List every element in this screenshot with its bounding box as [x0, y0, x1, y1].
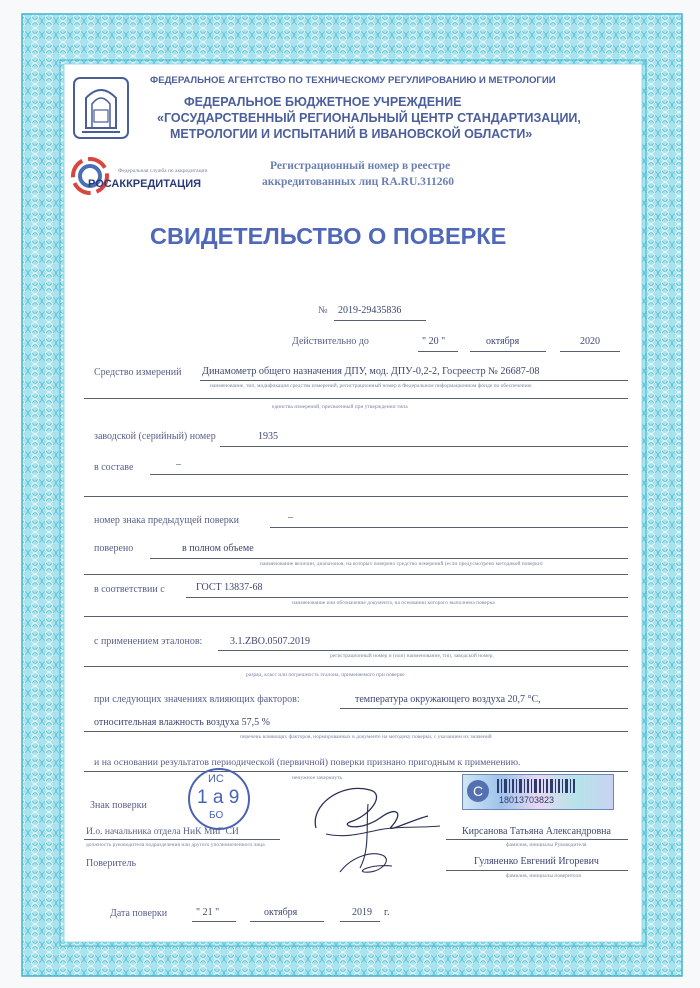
verified-value: в полном объеме — [182, 543, 254, 554]
verifier-label: Поверитель — [86, 858, 137, 869]
standards-label: с применением эталонов: — [94, 636, 203, 647]
verification-mark-label: Знак поверки — [90, 800, 147, 811]
org-line-3: МЕТРОЛОГИИ И ИСПЫТАНИЙ В ИВАНОВСКОЙ ОБЛАСТИ» — [170, 127, 533, 141]
accreditation-logo-text: РОСАККРЕДИТАЦИЯ — [88, 178, 202, 190]
factors-value: температура окружающего воздуха 20,7 °С, — [355, 694, 541, 705]
accreditation-small-text: Федеральная служба по аккредитации — [118, 168, 208, 174]
verifier-name: Гуляненко Евгений Игоревич — [474, 856, 599, 867]
head-name: Кирсанова Татьяна Александровна — [462, 826, 611, 837]
factors-label: при следующих значениях влияющих факторов: — [94, 694, 300, 705]
factors-note: перечень влияющих факторов, нормированных в документе на методику поверки, с указанием их значений — [240, 734, 492, 740]
stamp-bottom: БО — [209, 810, 224, 821]
accreditation-logo-icon — [70, 154, 110, 198]
serial-value: 1935 — [258, 431, 278, 442]
valid-day: " 20 " — [422, 336, 446, 347]
stamp-mid: 1 а 9 — [197, 787, 240, 808]
verifier-name-note: фамилия, инициалы поверителя — [506, 873, 581, 879]
certificate-title: СВИДЕТЕЛЬСТВО О ПОВЕРКЕ — [150, 223, 507, 249]
org-line-1: ФЕДЕРАЛЬНОЕ БЮДЖЕТНОЕ УЧРЕЖДЕНИЕ — [184, 95, 462, 109]
head-position-note: должность руководителя подразделения или другого уполномоченного лица — [86, 842, 265, 848]
accordance-note: наименование или обозначение документа, на основании которого выполнена поверка — [292, 600, 495, 606]
previous-mark-label: номер знака предыдущей поверки — [94, 515, 240, 526]
date-day: " 21 " — [196, 907, 220, 918]
verified-note: наименование величин, диапазонов, на которых поверено средство измерений (если предусмотрено методикой поверки) — [260, 561, 543, 567]
stamp-top: ИС — [208, 773, 224, 785]
instrument-note-2: единства измерений, присвоенный при утверждении типа — [272, 404, 408, 410]
composition-value: – — [176, 459, 181, 470]
valid-year: 2020 — [580, 336, 600, 347]
serial-label: заводской (серийный) номер — [94, 431, 216, 442]
instrument-value: Динамометр общего назначения ДПУ, мод. ДПУ-0,2-2, Госреестр № 26687-08 — [202, 366, 540, 377]
standards-note-2: разряд, класс или погрешность эталона, применяемого при поверке — [246, 672, 405, 678]
registry-line-1: Регистрационный номер в реестре — [270, 160, 451, 172]
conclusion-note: ненужное зачеркнуть — [292, 775, 343, 781]
date-label: Дата поверки — [110, 908, 168, 919]
number-label: № — [318, 305, 328, 316]
registry-line-2: аккредитованных лиц RA.RU.311260 — [262, 176, 454, 188]
date-year: 2019 — [352, 907, 372, 918]
previous-mark-value: – — [288, 512, 293, 523]
composition-label: в составе — [94, 462, 134, 473]
hologram-sticker — [462, 774, 614, 810]
head-name-note: фамилия, инициалы Руководителя — [506, 842, 587, 848]
center-emblem-icon — [72, 76, 130, 140]
org-line-2: «ГОСУДАРСТВЕННЫЙ РЕГИОНАЛЬНЫЙ ЦЕНТР СТАНДАРТИЗАЦИИ, — [157, 111, 581, 125]
date-month: октября — [264, 907, 298, 918]
standards-value: 3.1.ZBO.0507.2019 — [230, 636, 310, 647]
factors-value-2: относительная влажность воздуха 57,5 % — [94, 717, 270, 728]
head-position: И.о. начальника отдела НиК МиГ СИ — [86, 826, 239, 837]
date-suffix: г. — [384, 907, 390, 918]
conclusion-text: и на основании результатов периодической (первичной) поверки признано пригодным к применению. — [94, 757, 521, 768]
barcode-icon — [497, 779, 607, 793]
standards-note: регистрационный номер и (или) наименование, тип, заводской номер, — [330, 653, 494, 659]
hologram-logo-icon: С — [467, 780, 489, 802]
number-value: 2019-29435836 — [338, 305, 402, 316]
instrument-label: Средство измерений — [94, 367, 182, 378]
agency-title: ФЕДЕРАЛЬНОЕ АГЕНТСТВО ПО ТЕХНИЧЕСКОМУ РЕГУЛИРОВАНИЮ И МЕТРОЛОГИИ — [150, 75, 556, 86]
instrument-note: наименование, тип, модификация средства измерений, регистрационный номер в Федеральном информационном фонде по обеспечению — [210, 383, 532, 389]
accordance-value: ГОСТ 13837-68 — [196, 582, 263, 593]
valid-label: Действительно до — [292, 336, 369, 347]
accordance-label: в соответствии с — [94, 584, 165, 595]
verification-stamp — [188, 768, 250, 830]
signature-image — [300, 776, 450, 886]
valid-month: октября — [486, 336, 520, 347]
verified-label: поверено — [94, 543, 134, 554]
barcode-number: 18013703823 — [499, 795, 555, 805]
